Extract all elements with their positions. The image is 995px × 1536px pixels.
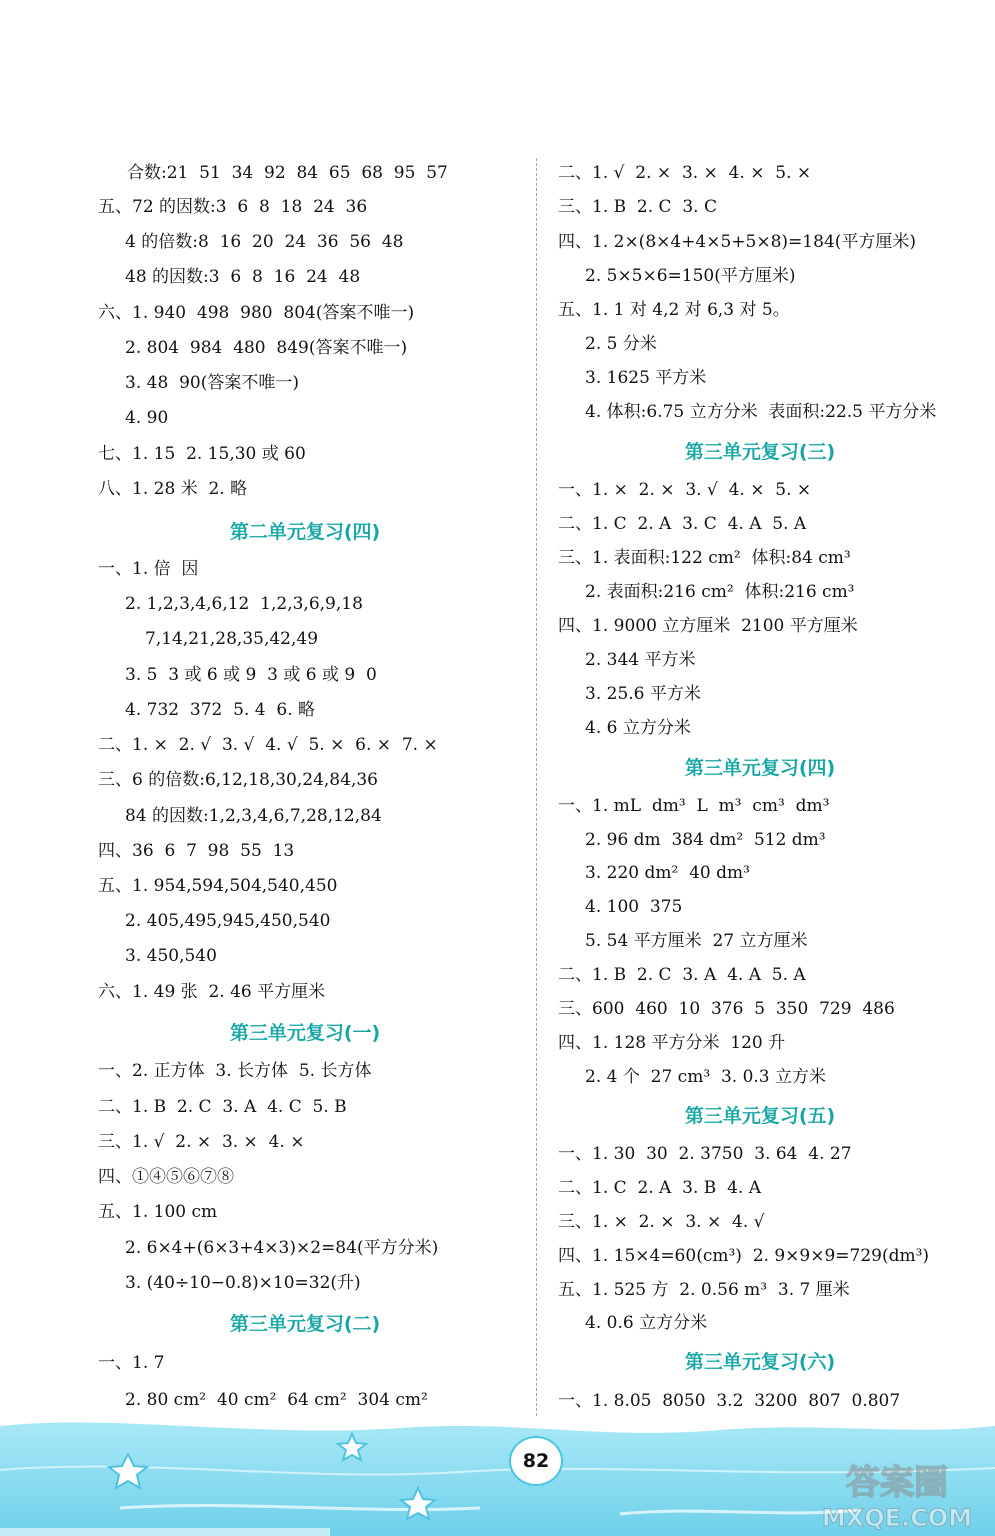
svg-text:MXQE.COM: MXQE.COM: [821, 1504, 973, 1532]
section-heading: 第三单元复习(五): [684, 1105, 836, 1127]
answer-line: 七、1. 15 2. 15,30 或 60: [98, 444, 306, 464]
answer-line: 3. 48 90(答案不唯一): [125, 373, 299, 393]
answer-line: 合数:21 51 34 92 84 65 68 95 57: [127, 163, 448, 183]
answer-line: 四、①④⑤⑥⑦⑧: [98, 1167, 234, 1187]
answer-line: 三、1. √ 2. × 3. × 4. ×: [98, 1132, 305, 1152]
answer-line: 2. 5×5×6=150(平方厘米): [585, 266, 796, 286]
answer-line: 3. 1625 平方米: [585, 368, 707, 388]
section-heading: 第三单元复习(四): [684, 757, 836, 779]
section-heading: 第二单元复习(四): [229, 521, 381, 543]
answer-line: 3. (40÷10−0.8)×10=32(升): [125, 1273, 361, 1293]
answer-line: 48 的因数:3 6 8 16 24 48: [125, 267, 361, 287]
answer-line: 4. 0.6 立方分米: [585, 1313, 708, 1333]
answer-line: 八、1. 28 米 2. 略: [98, 479, 248, 499]
answer-line: 四、1. 128 平方分米 120 升: [558, 1033, 786, 1053]
answer-line: 五、1. 100 cm: [98, 1202, 218, 1222]
answer-line: 3. 5 3 或 6 或 9 3 或 6 或 9 0: [125, 665, 377, 685]
answer-line: 一、2. 正方体 3. 长方体 5. 长方体: [98, 1061, 372, 1081]
answer-line: 4. 6 立方分米: [585, 718, 691, 738]
answer-line: 三、1. 表面积:122 cm² 体积:84 cm³: [558, 548, 851, 568]
answer-line: 2. 1,2,3,4,6,12 1,2,3,6,9,18: [125, 594, 363, 614]
column-divider: [536, 158, 537, 1416]
answer-line: 六、1. 49 张 2. 46 平方厘米: [98, 982, 326, 1002]
section-heading: 第三单元复习(三): [684, 441, 836, 463]
answer-line: 一、1. × 2. × 3. √ 4. × 5. ×: [558, 480, 812, 500]
answer-line: 84 的因数:1,2,3,4,6,7,28,12,84: [125, 806, 382, 826]
answer-line: 4. 90: [125, 408, 169, 428]
answer-line: 一、1. 8.05 8050 3.2 3200 807 0.807: [558, 1391, 901, 1411]
answer-line: 3. 25.6 平方米: [585, 684, 701, 704]
answer-line: 六、1. 940 498 980 804(答案不唯一): [98, 303, 415, 323]
answer-line: 7,14,21,28,35,42,49: [145, 629, 319, 649]
watermark-logo: [807, 1452, 987, 1532]
answer-line: 五、1. 954,594,504,540,450: [98, 876, 338, 896]
answer-line: 4. 732 372 5. 4 6. 略: [125, 700, 316, 720]
section-heading: 第三单元复习(二): [229, 1313, 381, 1335]
answer-line: 三、1. B 2. C 3. C: [558, 197, 717, 217]
answer-line: 五、1. 525 方 2. 0.56 m³ 3. 7 厘米: [558, 1280, 850, 1300]
answer-line: 二、1. × 2. √ 3. √ 4. √ 5. × 6. × 7. ×: [98, 735, 438, 755]
page-number: 82: [509, 1436, 563, 1486]
answer-line: 3. 220 dm² 40 dm³: [585, 863, 750, 883]
answer-line: 5. 54 平方厘米 27 立方厘米: [585, 931, 808, 951]
answer-line: 2. 5 分米: [585, 334, 657, 354]
answer-line: 二、1. C 2. A 3. C 4. A 5. A: [558, 514, 807, 534]
answer-line: 一、1. 7: [98, 1353, 165, 1373]
answer-line: 四、36 6 7 98 55 13: [98, 841, 295, 861]
answer-line: 三、1. × 2. × 3. × 4. √: [558, 1212, 765, 1232]
answer-line: 2. 表面积:216 cm² 体积:216 cm³: [585, 582, 855, 602]
answer-line: 2. 405,495,945,450,540: [125, 911, 331, 931]
answer-line: 4. 100 375: [585, 897, 683, 917]
answer-line: 3. 450,540: [125, 946, 217, 966]
answer-line: 五、72 的因数:3 6 8 18 24 36: [98, 197, 368, 217]
answer-line: 4. 体积:6.75 立方分米 表面积:22.5 平方分米: [585, 402, 937, 422]
answer-line: 一、1. 30 30 2. 3750 3. 64 4. 27: [558, 1144, 852, 1164]
answer-line: 2. 6×4+(6×3+4×3)×2=84(平方分米): [125, 1238, 439, 1258]
section-heading: 第三单元复习(一): [229, 1022, 381, 1044]
answer-line: 五、1. 1 对 4,2 对 6,3 对 5。: [558, 300, 790, 320]
answer-line: 三、600 460 10 376 5 350 729 486: [558, 999, 895, 1019]
answer-line: 四、1. 15×4=60(cm³) 2. 9×9×9=729(dm³): [558, 1246, 930, 1266]
answer-line: 四、1. 2×(8×4+4×5+5×8)=184(平方厘米): [558, 232, 917, 252]
answer-line: 2. 96 dm 384 dm² 512 dm³: [585, 830, 826, 850]
answer-line: 二、1. B 2. C 3. A 4. C 5. B: [98, 1097, 347, 1117]
answer-line: 二、1. C 2. A 3. B 4. A: [558, 1178, 761, 1198]
answer-line: 一、1. 倍 因: [98, 559, 199, 579]
answer-line: 四、1. 9000 立方厘米 2100 平方厘米: [558, 616, 858, 636]
answer-line: 二、1. √ 2. × 3. × 4. × 5. ×: [558, 163, 812, 183]
svg-text:答案圈: 答案圈: [846, 1463, 948, 1503]
answer-line: 一、1. mL dm³ L m³ cm³ dm³: [558, 796, 830, 816]
answer-line: 2. 80 cm² 40 cm² 64 cm² 304 cm²: [125, 1390, 428, 1410]
section-heading: 第三单元复习(六): [684, 1351, 836, 1373]
answer-line: 2. 804 984 480 849(答案不唯一): [125, 338, 408, 358]
answer-line: 4 的倍数:8 16 20 24 36 56 48: [125, 232, 404, 252]
answer-line: 三、6 的倍数:6,12,18,30,24,84,36: [98, 770, 378, 790]
answer-line: 2. 344 平方米: [585, 650, 696, 670]
answer-line: 2. 4 个 27 cm³ 3. 0.3 立方米: [585, 1067, 827, 1087]
answer-line: 二、1. B 2. C 3. A 4. A 5. A: [558, 965, 806, 985]
